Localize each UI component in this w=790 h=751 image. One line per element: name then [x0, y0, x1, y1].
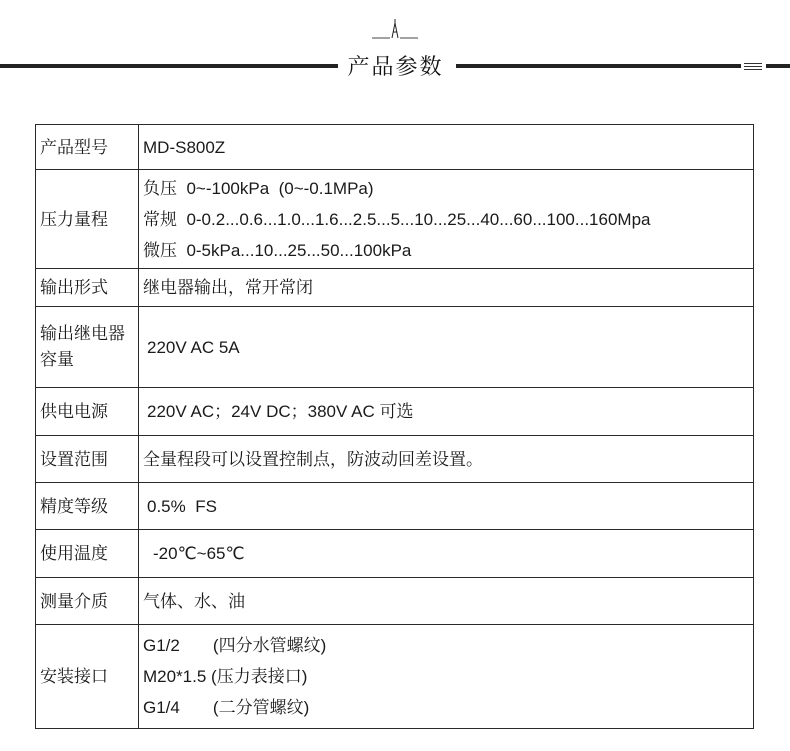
row-value: MD-S800Z [139, 125, 754, 170]
section-title: 产品参数 [347, 54, 444, 79]
row-label: 精度等级 [36, 483, 139, 530]
row-value: 气体、水、油 [139, 578, 754, 625]
row-value: 负压 0~-100kPa (0~-0.1MPa) 常规 0-0.2...0.6...1.0...1.6...2.5...5...10...25...40...60...100...160Mpa 微压 0-5kPa...10...25...50...100kPa [139, 170, 754, 269]
spec-table [35, 124, 754, 729]
row-value: 220V AC；24V DC；380V AC 可选 [139, 388, 754, 436]
rule-end-icon [744, 60, 790, 72]
row-label: 供电电源 [36, 388, 139, 436]
table-row [36, 388, 754, 436]
tower-icon [372, 18, 418, 40]
row-label: 输出形式 [36, 269, 139, 307]
section-header [0, 0, 790, 100]
table-row [36, 436, 754, 483]
header-rule-right [456, 64, 741, 68]
table-row [36, 625, 754, 729]
row-label: 测量介质 [36, 578, 139, 625]
table-row [36, 530, 754, 578]
row-value: 220V AC 5A [139, 307, 754, 388]
table-row [36, 125, 754, 170]
row-value: -20℃~65℃ [139, 530, 754, 578]
row-label: 使用温度 [36, 530, 139, 578]
row-value: 全量程段可以设置控制点，防波动回差设置。 [139, 436, 754, 483]
row-label: 压力量程 [36, 170, 139, 269]
header-rule-left [0, 64, 338, 68]
row-label: 安装接口 [36, 625, 139, 729]
table-row [36, 269, 754, 307]
table-row [36, 307, 754, 388]
table-row [36, 483, 754, 530]
row-value: 继电器输出，常开常闭 [139, 269, 754, 307]
row-value: 0.5% FS [139, 483, 754, 530]
table-row [36, 170, 754, 269]
row-label: 产品型号 [36, 125, 139, 170]
row-value: G1/2 (四分水管螺纹) M20*1.5 (压力表接口) G1/4 (二分管螺纹) [139, 625, 754, 729]
table-row [36, 578, 754, 625]
row-label: 设置范围 [36, 436, 139, 483]
row-label: 输出继电器容量 [36, 307, 139, 388]
